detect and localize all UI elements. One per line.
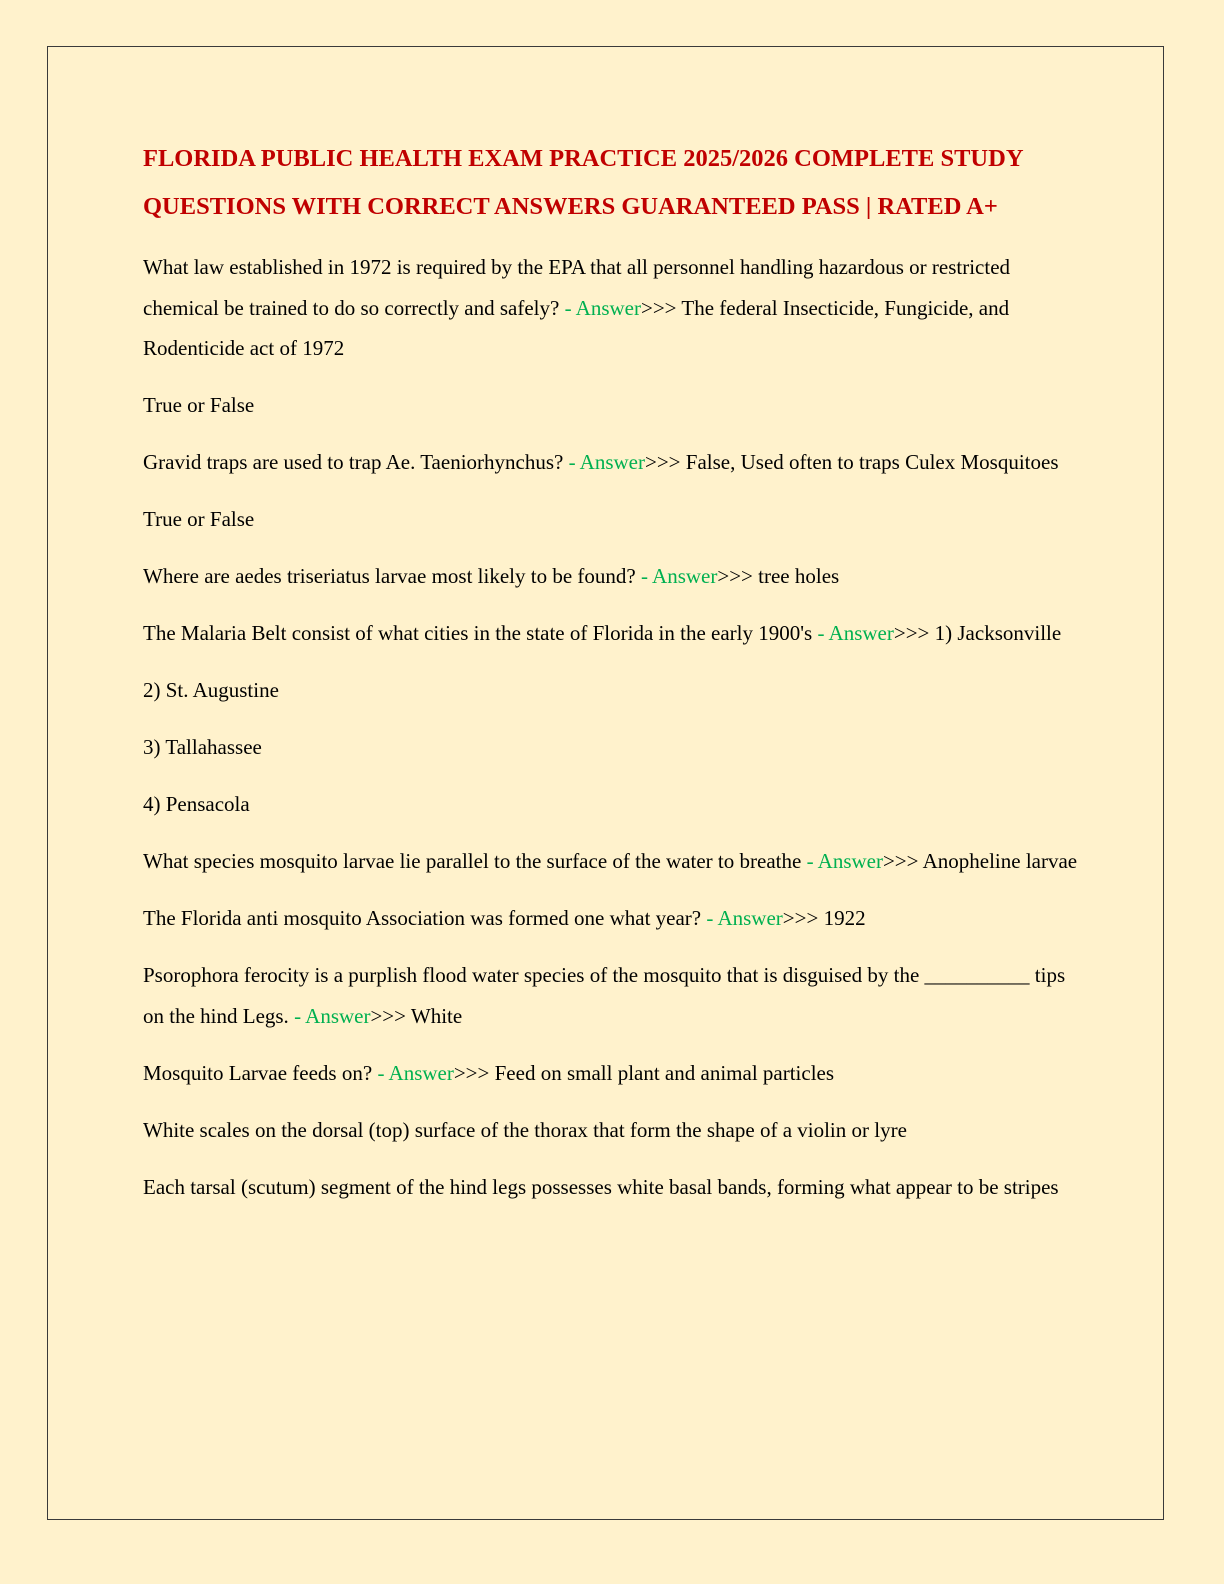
answer-marker: >>> [717, 564, 753, 588]
text-item: 2) St. Augustine [143, 678, 279, 702]
answer-text: The federal Insecticide, Fungicide, and Rodenticide act of 1972 [143, 295, 1010, 360]
answer-marker: >>> [782, 906, 819, 930]
answer-label: - Answer [377, 1060, 454, 1085]
question-text: What species mosquito larvae lie parallel to the surface of the water to breathe [143, 849, 802, 873]
answer-marker: >>> [370, 1003, 406, 1028]
answer-label: - Answer [568, 450, 645, 474]
question-text: Mosquito Larvae feeds on? [143, 1060, 373, 1085]
qa-item [143, 442, 1083, 483]
answer-marker: >>> [882, 849, 919, 873]
answer-label: - Answer [640, 564, 718, 588]
answer-marker: >>> [453, 1060, 490, 1085]
text-item: White scales on the dorsal (top) surface of the thorax that form the shape of a violin or lyre [143, 1117, 907, 1142]
answer-label: - Answer [294, 1003, 371, 1028]
question-text: The Florida anti mosquito Association was formed one what year? [143, 906, 702, 930]
answer-text: 1922 [823, 906, 866, 930]
qa-item [143, 841, 1083, 882]
qa-item [143, 898, 1083, 939]
answer-label: - Answer [806, 849, 883, 873]
answer-text: 1) Jacksonville [934, 621, 1062, 645]
qa-item [143, 247, 1083, 369]
question-text: What law established in 1972 is required by the EPA that all personnel handling hazardous or restricted chemical be trained to do so correctly and safely? [143, 255, 1011, 320]
answer-label: - Answer [817, 621, 894, 645]
answer-text: False, Used often to traps Culex Mosquitoes [685, 450, 1059, 474]
question-text: Gravid traps are used to trap Ae. Taeniorhynchus? [143, 450, 564, 474]
text-item: 3) Tallahassee [143, 735, 262, 759]
answer-text: tree holes [758, 564, 840, 588]
document-title: FLORIDA PUBLIC HEALTH EXAM PRACTICE 2025/2026 COMPLETE STUDY QUESTIONS WITH CORRECT ANSWERS GUARANTEED PASS | RATED A+ [143, 145, 1023, 220]
text-item: True or False [143, 393, 255, 417]
answer-text: Feed on small plant and animal particles [494, 1060, 835, 1085]
text-item: Each tarsal (scutum) segment of the hind legs possesses white basal bands, forming what appear to be stripes [143, 1174, 1059, 1199]
answer-label: - Answer [564, 295, 641, 320]
answer-marker: >>> [640, 295, 677, 320]
qa-item [143, 556, 1083, 597]
question-text: The Malaria Belt consist of what cities in the state of Florida in the early 1900's [143, 621, 813, 645]
qa-item [143, 955, 1083, 1036]
qa-item [143, 613, 1083, 654]
question-text: Where are aedes triseriatus larvae most likely to be found? [143, 564, 636, 588]
text-item: True or False [143, 507, 255, 531]
question-text: Psorophora ferocity is a purplish flood water species of the mosquito that is disguised by the __________ tips on the hind Legs. [143, 963, 1066, 1028]
answer-marker: >>> [893, 621, 930, 645]
answer-text: White [410, 1003, 463, 1028]
answer-marker: >>> [645, 450, 681, 474]
answer-label: - Answer [706, 906, 783, 930]
qa-item [143, 1053, 1083, 1094]
document-body [143, 135, 1083, 1224]
answer-text: Anopheline larvae [922, 849, 1078, 873]
text-item: 4) Pensacola [143, 792, 250, 816]
